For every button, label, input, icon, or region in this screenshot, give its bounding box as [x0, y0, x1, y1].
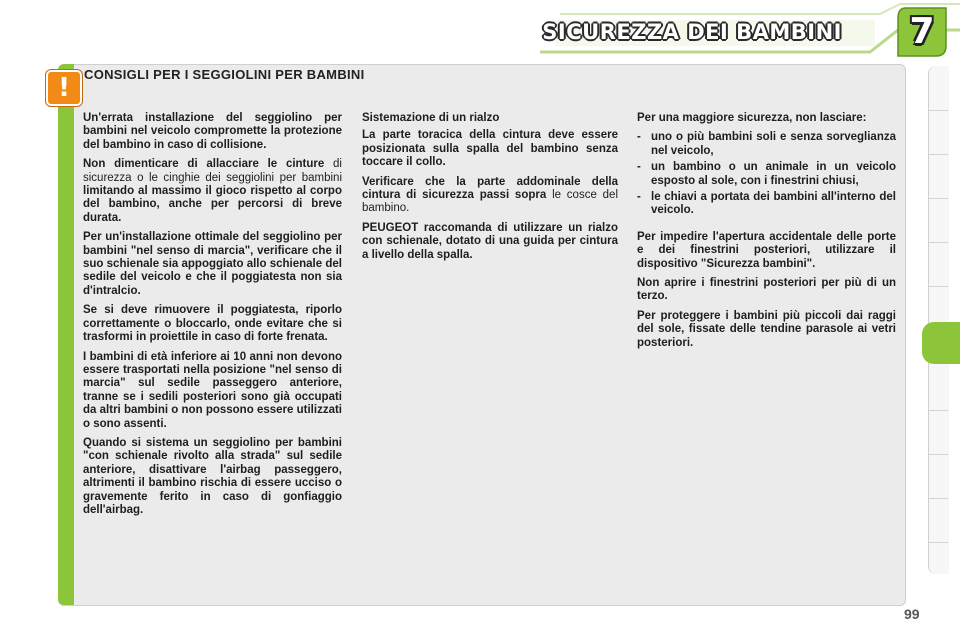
chapter-title: SICUREZZA DEI BAMBINI	[542, 20, 842, 44]
paragraph: I bambini di età inferiore ai 10 anni non devono essere trasportati nella posizione "nel senso di marcia" sul sedile passeggero anteriore, tranne se i sedili posteriori sono già occupati da altri bambini o non possono essere utilizzati o sono assenti.	[83, 350, 342, 430]
bullet-dash: -	[637, 131, 641, 144]
paragraph	[362, 176, 618, 216]
column-2	[362, 112, 618, 268]
paragraph: Quando si sistema un seggiolino per bambini "con schienale rivolto alla strada" sul sedile anteriore, disattivare l'airbag passeggero, altrimenti il bambino rischia di essere ucciso o gravemente ferito in caso di gonfiaggio dell'airbag.	[83, 436, 342, 516]
paragraph: Un'errata installazione del seggiolino per bambini nel veicolo compromette la protezione del bambino in caso di collisione.	[83, 112, 342, 151]
chapter-tab[interactable]	[928, 454, 948, 499]
chapter-tab[interactable]	[928, 66, 948, 111]
column-1	[83, 112, 342, 523]
list-item-text: un bambino o un animale in un veicolo esposto al sole, con i finestrini chiusi,	[651, 161, 896, 187]
text: le cosce del bambino.	[362, 189, 618, 215]
column-3	[637, 112, 896, 356]
paragraph: Non aprire i finestrini posteriori per più di un terzo.	[637, 277, 896, 303]
bold-text: limitando al massimo il gioco	[83, 185, 247, 198]
text: di sicurezza o le cinghie dei seggiolini per bambini	[83, 158, 342, 184]
paragraph: Per impedire l'apertura accidentale delle porte e dei finestrini posteriori, utilizzare il dispositivo "Sicurezza bambini".	[637, 230, 896, 270]
chapter-tab[interactable]	[928, 242, 948, 287]
chapter-tab[interactable]	[928, 110, 948, 155]
paragraph	[83, 158, 342, 225]
chapter-tab[interactable]	[928, 154, 948, 199]
bold-text: Non dimenticare di allacciare le cinture	[83, 158, 325, 171]
section-title: CONSIGLI PER I SEGGIOLINI PER BAMBINI	[84, 67, 365, 82]
bold-text: Verificare che la parte addominale della cintura di sicurezza passi sopra	[362, 175, 618, 202]
paragraph: Per proteggere i bambini più piccoli dai raggi del sole, fissate delle tendine parasole ai vetri posteriori.	[637, 309, 896, 349]
chapter-tabs	[928, 66, 948, 574]
chapter-tab[interactable]	[928, 410, 948, 455]
warning-icon: !	[46, 70, 82, 106]
chapter-tab[interactable]	[928, 366, 948, 411]
chapter-tab[interactable]	[928, 498, 948, 543]
paragraph: Se si deve rimuovere il poggiatesta, riporlo correttamente o bloccarlo, onde evitare che si trasformi in proiettile in caso di forte frenata.	[83, 304, 342, 344]
paragraph: PEUGEOT raccomanda di utilizzare un rialzo con schienale, dotato di una guida per cintura a livello della spalla.	[362, 221, 618, 261]
list-item-text: uno o più bambini soli e senza sorveglianza nel veicolo,	[651, 131, 896, 157]
bold-text: rispetto al corpo del bambino, anche per percorsi di breve durata.	[83, 185, 342, 224]
chapter-tab-active[interactable]	[922, 322, 960, 364]
chapter-tab[interactable]	[928, 198, 948, 243]
chapter-number: 7	[909, 11, 935, 52]
subsection-heading: Sistemazione di un rialzo	[362, 112, 500, 124]
panel-accent-bar	[58, 64, 74, 605]
bullet-dash: -	[637, 161, 641, 174]
paragraph: Per una maggiore sicurezza, non lasciare:	[637, 112, 867, 124]
list-item	[637, 161, 896, 188]
list-item	[637, 191, 896, 218]
paragraph: La parte toracica della cintura deve essere posizionata sulla spalla del bambino senza toccare il collo.	[362, 129, 618, 169]
list-item	[637, 131, 896, 158]
list-item-text: le chiavi a portata dei bambini all'interno del veicolo.	[651, 191, 896, 217]
paragraph: Per un'installazione ottimale del seggiolino per bambini "nel senso di marcia", verificare che il suo schienale sia appoggiato allo schienale del sedile del veicolo e che il poggiatesta non sia d'intralcio.	[83, 231, 342, 297]
bullet-dash: -	[637, 191, 641, 204]
page-number: 99	[904, 606, 920, 622]
